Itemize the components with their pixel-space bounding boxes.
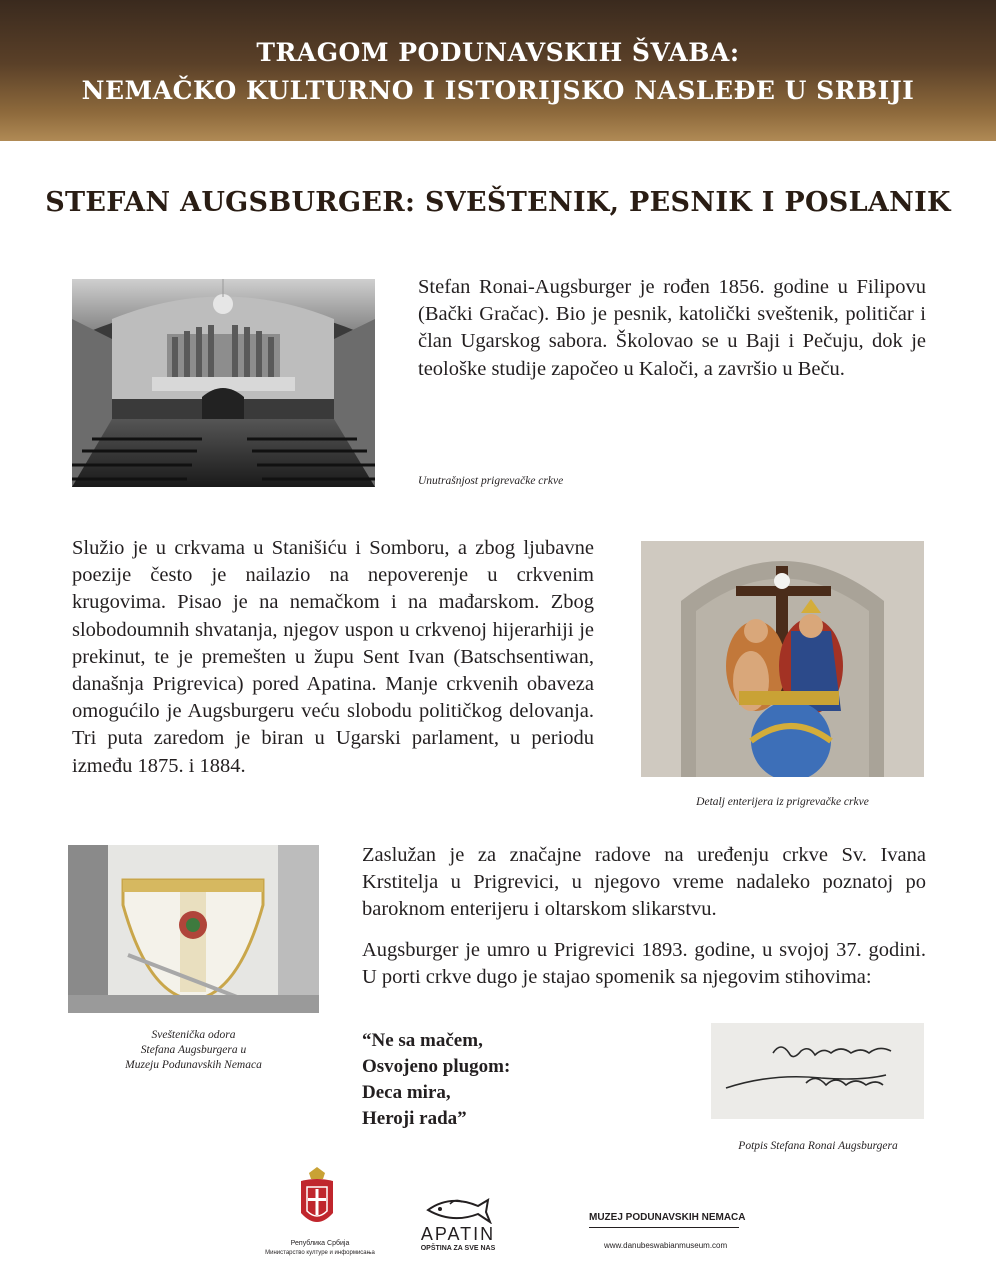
caption-interior-detail: Detalj enterijera iz prigrevačke crkve: [696, 796, 869, 808]
museum-url: www.danubeswabianmuseum.com: [604, 1241, 728, 1250]
republic-line-2: Министарство културе и информисања: [265, 1250, 375, 1256]
serbian-coat-of-arms-icon: [297, 1165, 337, 1235]
death-text: Augsburger je umro u Prigrevici 1893. godine, u svojoj 37. godini. U porti crkve dugo je stajao spomenik sa njegovim stihovima:: [362, 939, 926, 988]
career-paragraph: [72, 535, 594, 780]
fish-icon: [422, 1192, 494, 1224]
intro-paragraph: [418, 274, 926, 383]
caption-vestment-line-2: Stefana Augsburgera u: [140, 1044, 247, 1056]
apatin-slogan: OPŠTINA ZA SVE NAS: [420, 1245, 496, 1252]
interior-detail-photo: [641, 541, 924, 777]
caption-vestment-line-3: Muzeju Podunavskih Nemaca: [125, 1059, 262, 1071]
poem-line-4: Heroji rada”: [362, 1108, 467, 1129]
signature-image: [711, 1023, 924, 1119]
caption-vestment: [68, 1028, 319, 1073]
career-text: Služio je u crkvama u Stanišiću i Somboru, a zbog ljubavne poezije često je nailazio na nepoverenje u crkvenim krugovima. Pisao je na nemačkom i na mađarskom. Zbog slobodoumnih shvatanja, njegov uspon u crkvenoj hijerarhiji je prekinut, te je premešten u župu Sent Ivan (Batschsentiwan, današnja Prigrevica) pored Apatina. Manje crkvenih obaveza omogućilo je Augsburgeru veću slobodu političkog delovanja. Tri puta zaredom je biran u Ugarski parlament, u periodu između 1875. i 1884.: [72, 537, 594, 777]
republic-line-1: Република Србија: [290, 1240, 350, 1247]
museum-logo: [589, 1212, 749, 1252]
caption-signature: Potpis Stefana Ronai Augsburgera: [738, 1140, 898, 1152]
republic-of-serbia-logo: [265, 1165, 375, 1265]
caption-church-interior: Unutrašnjost prigrevačke crkve: [418, 475, 564, 487]
poem-line-3: Deca mira,: [362, 1082, 451, 1103]
poem: [362, 1028, 510, 1132]
apatin-name: APATIN: [420, 1224, 496, 1244]
poem-line-1: “Ne sa mačem,: [362, 1030, 483, 1051]
merits-paragraph: [362, 842, 926, 923]
page-title: STEFAN AUGSBURGER: SVEŠTENIK, PESNIK I POSLANIK: [45, 187, 951, 218]
header-line-2: NEMAČKO KULTURNO I ISTORIJSKO NASLEĐE U SRBIJI: [81, 76, 915, 105]
vestment-photo: [68, 845, 319, 1013]
intro-text: Stefan Ronai-Augsburger je rođen 1856. godine u Filipovu (Bački Gračac). Bio je pesnik, katolički sveštenik, političar i član Ugarskog sabora. Školovao se u Baji i Pečuju, dok je teološke studije započeo u Kaloči, a završio u Beču.: [418, 276, 926, 380]
merits-text: Zaslužan je za značajne radove na uređenju crkve Sv. Ivana Krstitelja u Prigrevici, u njegovo vreme nadaleko poznatoj po baroknom enterijeru i oltarskom slikarstvu.: [362, 844, 926, 920]
header-line-1: TRAGOM PODUNAVSKIH ŠVABA:: [256, 38, 740, 67]
caption-vestment-line-1: Sveštenička odora: [151, 1029, 236, 1041]
church-interior-photo: [72, 279, 375, 487]
museum-name: MUZEJ PODUNAVSKIH NEMACA: [589, 1212, 746, 1223]
museum-divider: [589, 1227, 739, 1228]
header-banner: [0, 0, 996, 141]
poem-line-2: Osvojeno plugom:: [362, 1056, 511, 1077]
death-paragraph: [362, 937, 926, 991]
apatin-logo: [410, 1192, 510, 1254]
